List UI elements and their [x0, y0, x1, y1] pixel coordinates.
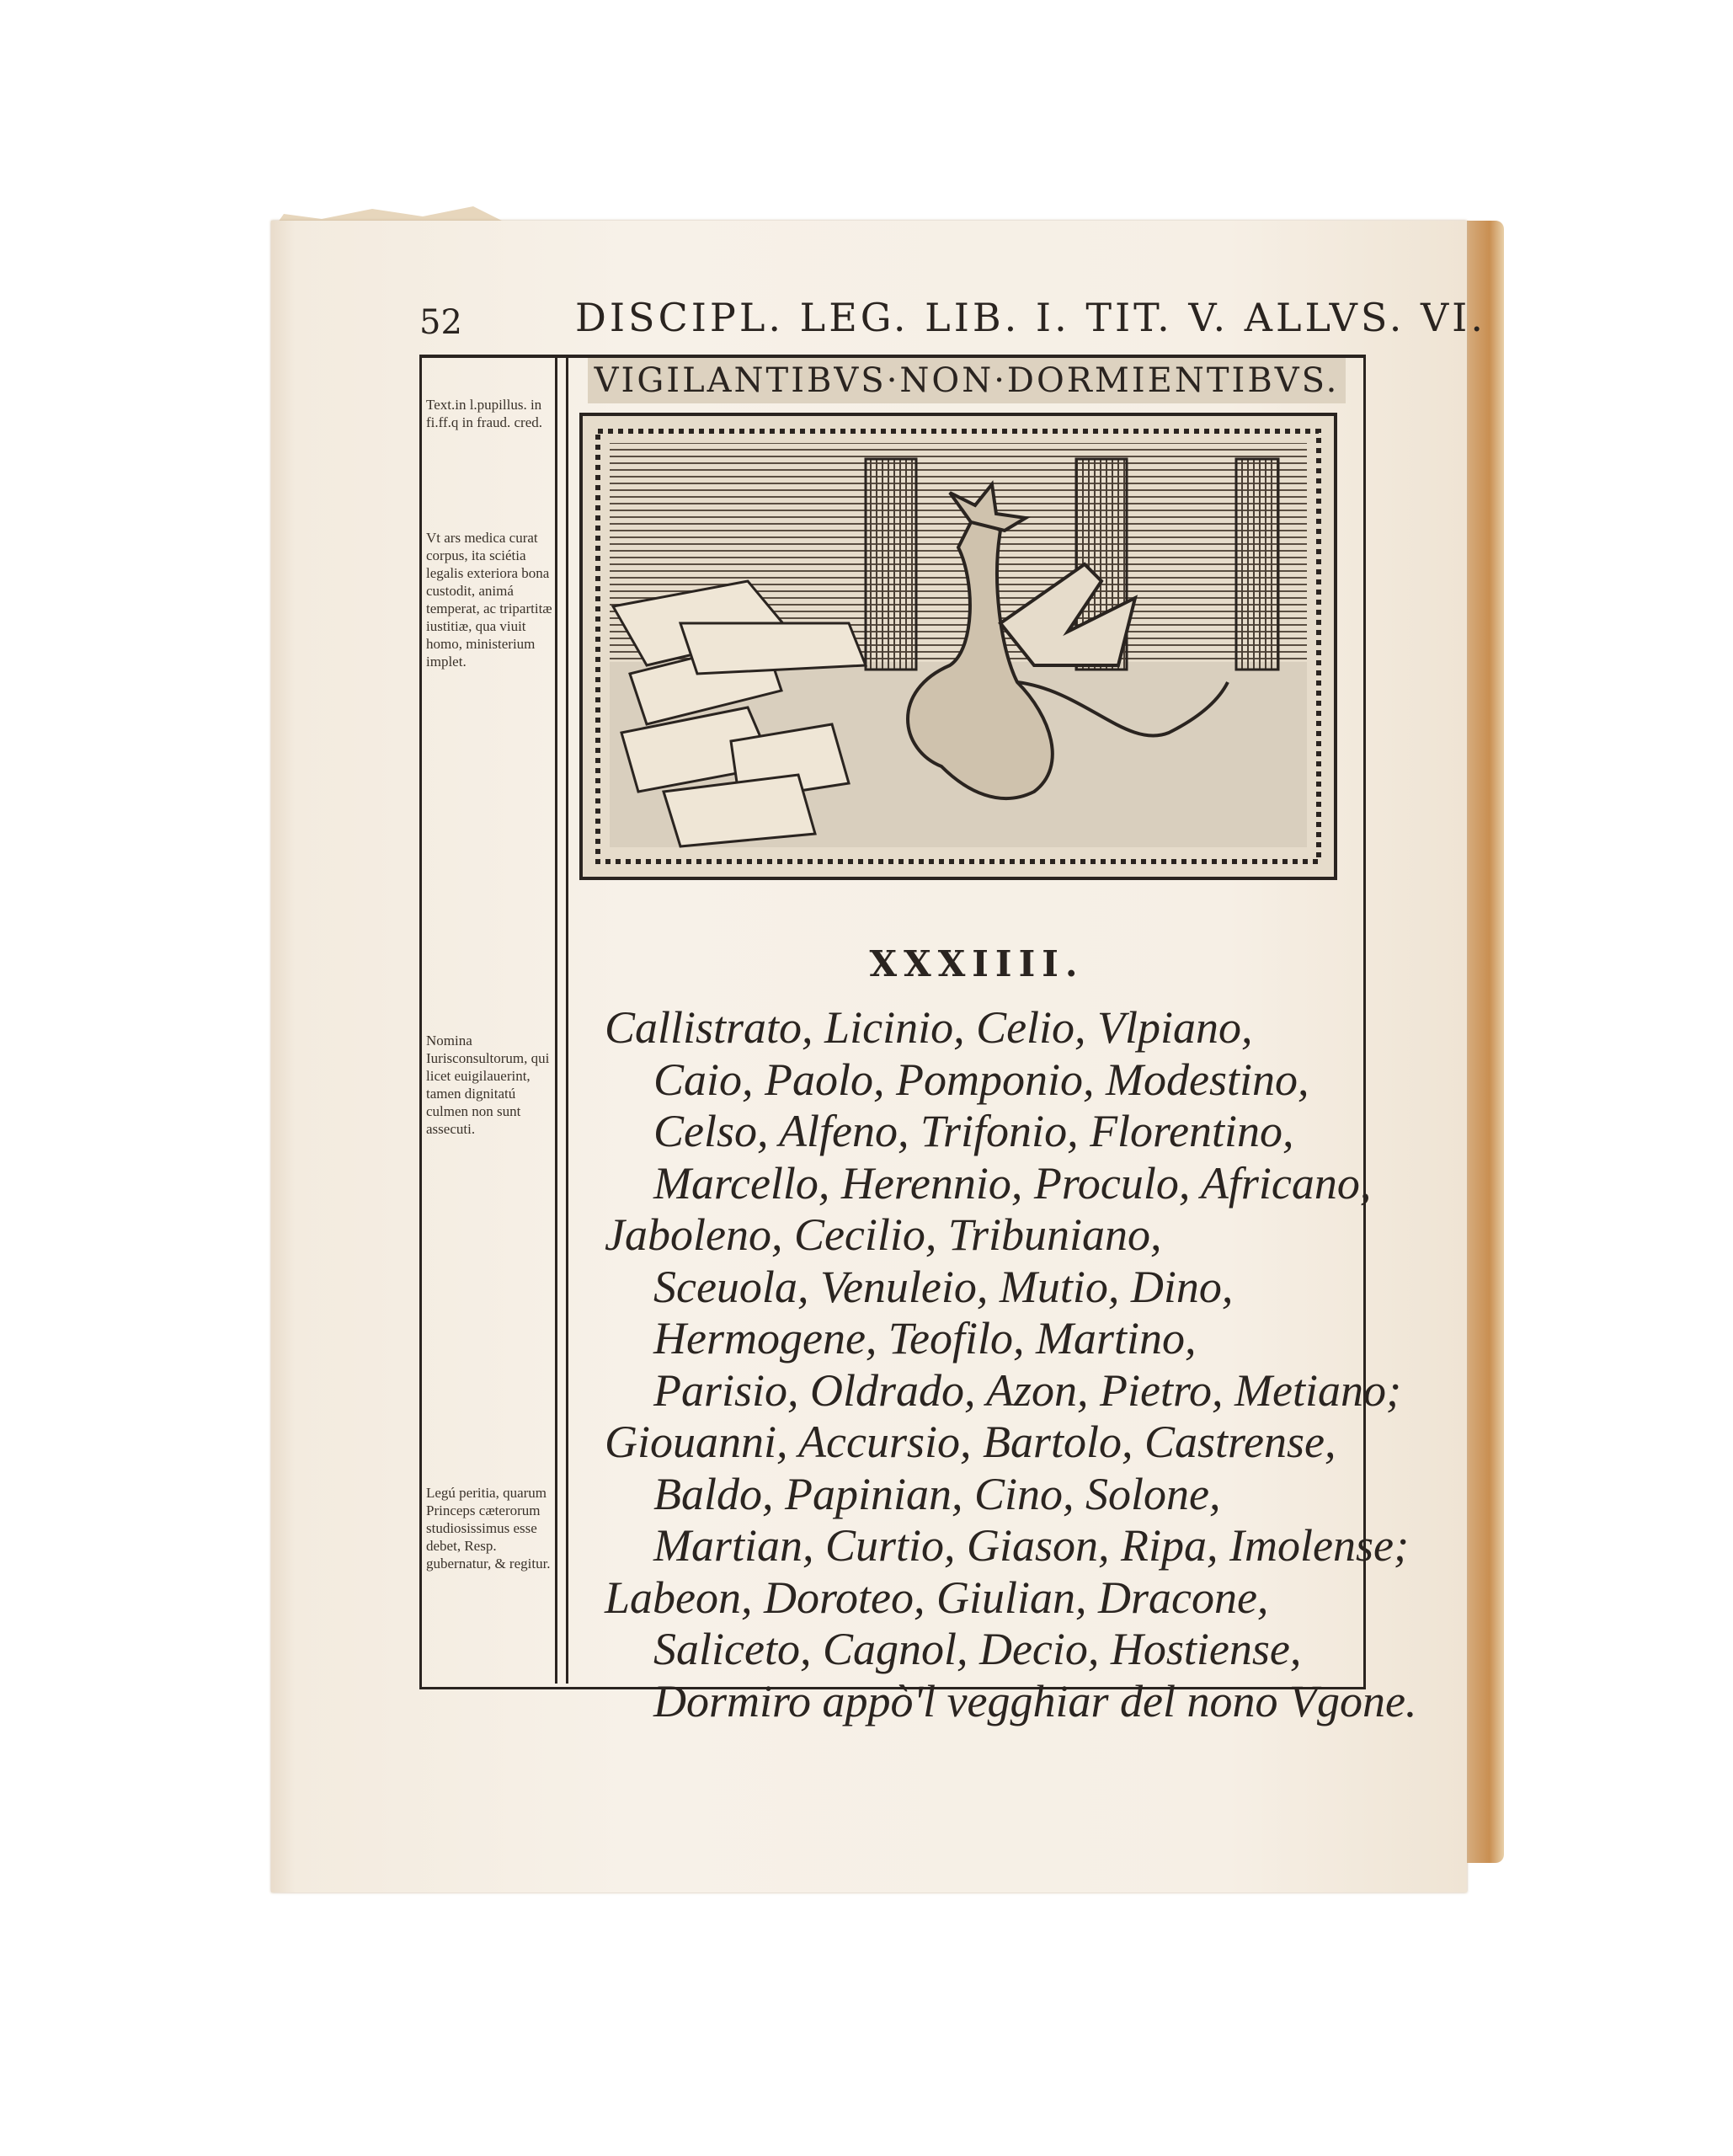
- poem-line: Marcello, Herennio, Proculo, Africano,: [653, 1157, 1372, 1209]
- margin-divider: [555, 355, 568, 1684]
- emblem-motto: VIGILANTIBVS·NON·DORMIENTIBVS.: [588, 358, 1346, 403]
- poem-line: Giouanni, Accursio, Bartolo, Castrense,: [605, 1417, 1336, 1467]
- poem-line: Caio, Paolo, Pomponio, Modestino,: [653, 1054, 1309, 1105]
- page-number: 52: [419, 303, 462, 342]
- poem-line: Martian, Curtio, Giason, Ripa, Imolense;: [653, 1520, 1409, 1571]
- poem-line: Jaboleno, Cecilio, Tribuniano,: [605, 1209, 1162, 1260]
- poem-line: Hermogene, Teofilo, Martino,: [653, 1313, 1197, 1364]
- margin-note: Legú peritia, quarum Princeps cæterorum studiosissimus esse debet, Resp. gubernatur, & regitur.: [426, 1485, 551, 1572]
- emblem-engraving: [579, 413, 1337, 880]
- column: [1236, 459, 1278, 670]
- margin-note: Text.in l.pupillus. in fi.ff.q in fraud. cred.: [426, 397, 542, 430]
- column: [866, 459, 916, 670]
- emblem-poem: [605, 1002, 1416, 1727]
- emblem-number: XXXIIII.: [869, 943, 1085, 985]
- poem-line: Celso, Alfeno, Trifonio, Florentino,: [653, 1106, 1294, 1156]
- poem-line: Saliceto, Cagnol, Decio, Hostiense,: [653, 1624, 1302, 1674]
- margin-note: Nomina Iurisconsultorum, qui licet euigilauerint, tamen dignitatú culmen non sunt assecuti.: [426, 1033, 550, 1137]
- margin-note: Vt ars medica curat corpus, ita sciétia legalis exteriora bona custodit, animá temperat, ac tripartitæ iustitiæ, qua viuit homo, ministerium implet.: [426, 530, 552, 670]
- poem-line: Dormiro appò'l vegghiar del nono Vgone.: [653, 1675, 1417, 1726]
- running-title: DISCIPL. LEG. LIB. I. TIT. V. ALLVS. VI.: [575, 295, 1486, 340]
- poem-line: Sceuola, Venuleio, Mutio, Dino,: [653, 1261, 1234, 1312]
- poem-line: Labeon, Doroteo, Giulian, Dracone,: [605, 1572, 1269, 1623]
- poem-line: Callistrato, Licinio, Celio, Vlpiano,: [605, 1002, 1253, 1053]
- poem-line: Baldo, Papinian, Cino, Solone,: [653, 1468, 1221, 1519]
- poem-line: Parisio, Oldrado, Azon, Pietro, Metiano;: [653, 1364, 1401, 1416]
